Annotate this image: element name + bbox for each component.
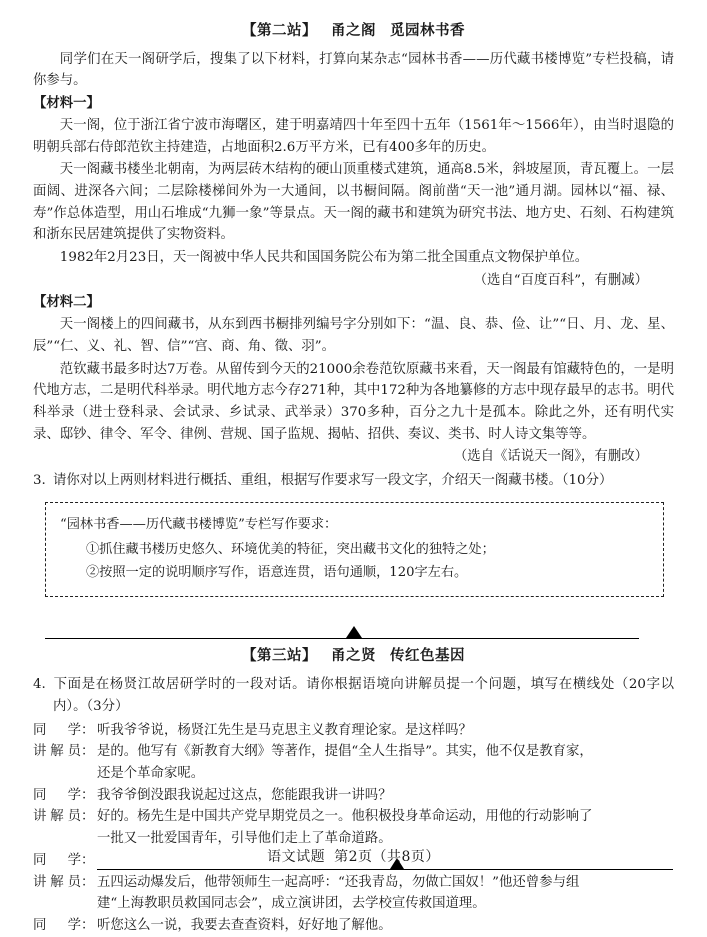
material-1-paragraph-3: 1982年2月23日，天一阁被中华人民共和国国务院公布为第二批全国重点文物保护单位。: [59, 250, 589, 266]
dialogue-text: 五四运动爆发后，他带领师生一起高呼：“还我青岛，勿做亡国奴！”他还曾参与组: [97, 874, 580, 890]
page-footer: [0, 846, 707, 866]
dialogue-text: 是的。他写有《新教育大纲》等著作，提倡“全人生指导”。其实，他不仅是教育家，: [97, 744, 593, 760]
station-2-bracket: 【第二站】: [242, 22, 317, 39]
dialogue-row: [33, 806, 674, 828]
material-1-paragraph-2: 天一阁藏书楼坐北朝南，为两层砖木结构的硬山顶重楼式建筑，通高8.5米，斜坡屋顶，青瓦覆上。一层面阔、进深各六间；二层除楼梯间外为一大通间，以书橱间隔。阁前凿“天一池”通月湖。园林以“福、禄、寿”作总体造型，用山石堆成“九狮一象”等景点。天一阁的藏书和建筑为研究书法、地方史、石刻、石构建筑和浙东民居建筑提供了实物资料。: [33, 162, 674, 243]
dialogue-speaker: 同 学：: [33, 722, 95, 738]
material-1-paragraph-1: 天一阁，位于浙江省宁波市海曙区，建于明嘉靖四十年至四十五年（1561年～1566年），由当时退隐的明朝兵部右侍郎范钦主持建造，占地面积2.6万平方米，已有400多年的历史。: [33, 117, 674, 155]
dialogue-speaker: 同 学：: [33, 852, 95, 868]
station-3-bracket: 【第三站】: [242, 647, 317, 665]
requirement-item-2: ②按照一定的说明顺序写作，语意连贯，语句通顺，120字左右。: [86, 565, 468, 581]
dialogue-text-continued: 一批又一批爱国青年，引导他们走上了革命道路。: [97, 831, 392, 847]
requirement-item-1: ①抓住藏书楼历史悠久、环境优美的特征，突出藏书文化的独特之处；: [86, 542, 495, 558]
material-2-label: 【材料二】: [33, 294, 100, 311]
dialogue-speaker: 讲解员：: [33, 744, 95, 760]
triangle-marker-icon: [346, 626, 362, 638]
material-2-source: （选自《话说天一阁》，有删改）: [453, 449, 648, 465]
station-3-title: [33, 645, 674, 667]
requirement-heading: “园林书香——历代藏书楼博览”专栏写作要求：: [60, 516, 338, 532]
divider-rule: [45, 638, 639, 639]
dialogue-list: [33, 720, 674, 937]
dialogue-text: 听我爷爷说，杨贤江先生是马克思主义教育理论家。是这样吗？: [97, 722, 472, 738]
dialogue-text-continued: 建“上海教职员救国同志会”，成立演讲团，去学校宣传救国道理。: [97, 896, 486, 912]
station-2-subtitle-2: 觅园林书香: [390, 22, 465, 39]
dialogue-text: 好的。杨先生是中国共产党早期党员之一。他积极投身革命运动，用他的行动影响了: [97, 809, 593, 825]
question-4: [33, 674, 674, 717]
dialogue-row: [33, 872, 674, 894]
station-2-title: [33, 20, 674, 42]
section-divider: [33, 619, 674, 639]
dialogue-text: 我爷爷倒没跟我说起过这点，您能跟我讲一讲吗？: [97, 787, 392, 803]
dialogue-text: 听您这么一说，我要去查查资料，好好地了解他。: [97, 917, 392, 933]
dialogue-row: [33, 741, 674, 763]
material-1-source: （选自“百度百科”，有删减）: [473, 272, 648, 288]
station-3-subtitle-2: 传红色基因: [390, 647, 465, 665]
dialogue-row: [33, 785, 674, 807]
material-2-paragraph-1: 天一阁楼上的四间藏书，从东到西书橱排列编号字分别如下：“温、良、恭、俭、让”“日、月、龙、星、辰”“仁、义、礼、智、信”“宫、商、角、徵、羽”。: [33, 317, 674, 354]
dialogue-row: [33, 720, 674, 742]
material-1-label: 【材料一】: [33, 95, 100, 112]
question-3-text: 请你对以上两则材料进行概括、重组，根据写作要求写一段文字，介绍天一阁藏书楼。（10分）: [53, 473, 613, 489]
dialogue-row: [33, 915, 674, 937]
question-4-text: 下面是在杨贤江故居研学时的一段对话。请你根据语境向讲解员提一个问题，填写在横线处（20字以内）。（3分）: [53, 677, 674, 714]
answer-underline: [97, 869, 673, 870]
dialogue-speaker: 同 学：: [33, 787, 95, 803]
writing-requirement-box: [45, 502, 664, 598]
dialogue-speaker: 讲解员：: [33, 809, 95, 825]
question-3-number: 3.: [33, 473, 46, 489]
question-3: [33, 470, 674, 492]
dialogue-speaker: 同 学：: [33, 917, 95, 933]
question-4-number: 4.: [33, 677, 46, 693]
station-2-subtitle-1: 甬之阁: [331, 22, 376, 39]
station-3-subtitle-1: 甬之贤: [331, 647, 376, 665]
station-2-intro: 同学们在天一阁研学后，搜集了以下材料，打算向某杂志“园林书香——历代藏书楼博览”专栏投稿，请你参与。: [33, 51, 674, 89]
footer-subject: 语文试题: [267, 849, 326, 865]
dialogue-text-continued: 还是个革命家呢。: [97, 766, 205, 781]
material-2-paragraph-2: 范钦藏书最多时达7万卷。从留传到今天的21000余卷范钦原藏书来看，天一阁最有馆藏特色的，一是明代地方志，二是明代科举录。明代地方志今存271种，其中172种为各地纂修的方志中现存最早的志书。明代科举录（进士登科录、会试录、乡试录、武举录）370多种，百分之九十是孤本。除此之外，还有明代实录、邸钞、律令、军令、律例、营规、国子监规、揭帖、招供、奏议、类书、时人诗文集等等。: [33, 361, 674, 442]
dialogue-speaker: 讲解员：: [33, 874, 95, 890]
footer-page-number: 第2页（共8页）: [334, 849, 440, 865]
